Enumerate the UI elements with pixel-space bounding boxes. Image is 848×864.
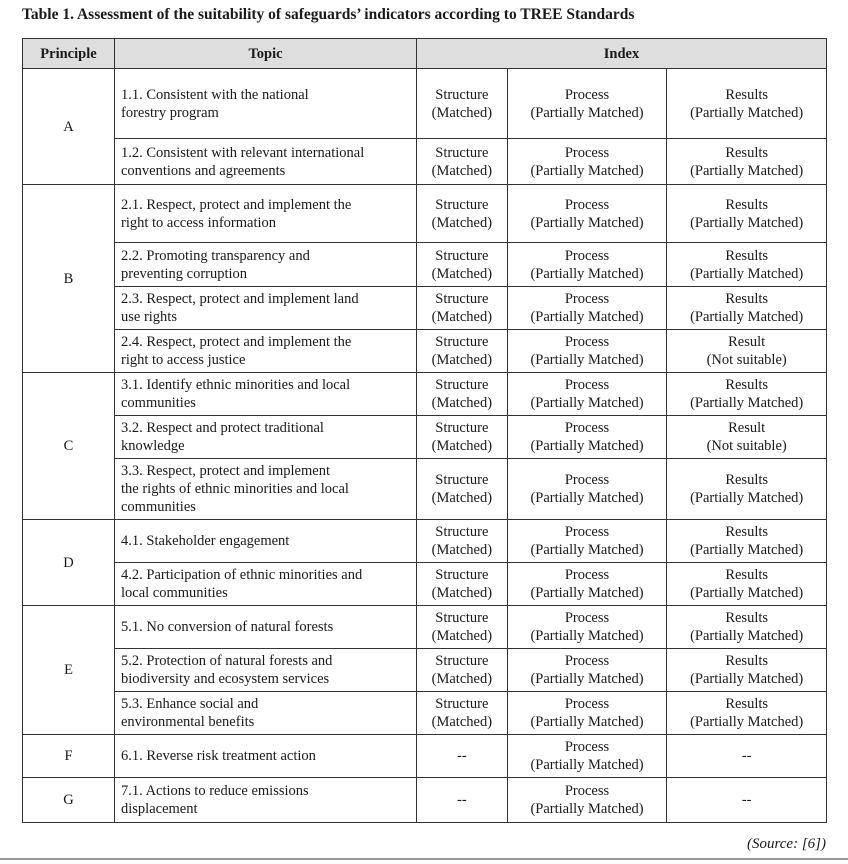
structure-line: (Matched)	[431, 490, 493, 506]
structure-line: Structure	[435, 144, 489, 161]
topic-line: 4.1. Stakeholder engagement	[121, 533, 290, 549]
topic-line: 4.2. Participation of ethnic minorities and	[121, 567, 363, 583]
topic-cell	[115, 649, 417, 692]
structure-line: (Matched)	[431, 104, 493, 121]
results-line: (Partially Matched)	[690, 214, 804, 231]
process-index-cell	[507, 243, 667, 287]
process-line: (Partially Matched)	[530, 438, 644, 454]
results-index-cell	[667, 416, 827, 459]
results-line: (Partially Matched)	[690, 395, 804, 411]
topic-line: biodiversity and ecosystem services	[121, 671, 330, 687]
process-line: (Partially Matched)	[530, 214, 644, 231]
table-row	[23, 735, 827, 778]
results-index-cell	[667, 692, 827, 735]
process-index-cell	[507, 287, 667, 330]
process-line: Process	[564, 291, 610, 307]
principle-cell: A	[23, 69, 115, 185]
structure-line: (Matched)	[431, 671, 493, 687]
process-index-cell	[507, 330, 667, 373]
structure-index-cell	[417, 606, 508, 649]
topic-cell	[115, 243, 417, 287]
results-line: (Partially Matched)	[690, 490, 804, 506]
results-index-cell	[667, 330, 827, 373]
header-row	[23, 39, 827, 69]
process-line: Process	[564, 472, 610, 488]
results-index-cell	[667, 139, 827, 185]
results-line: (Not suitable)	[706, 438, 787, 454]
principle-cell: B	[23, 185, 115, 373]
structure-index-cell	[417, 330, 508, 373]
topic-line: 7.1. Actions to reduce emissions	[121, 783, 309, 799]
process-line: (Partially Matched)	[530, 104, 644, 121]
topic-cell	[115, 139, 417, 185]
results-line: Results	[725, 144, 769, 161]
topic-line: 1.1. Consistent with the national	[121, 86, 309, 103]
process-line: Process	[564, 783, 610, 799]
results-line: Results	[725, 86, 769, 103]
structure-line: (Matched)	[431, 162, 493, 179]
structure-line: (Matched)	[431, 438, 493, 454]
process-line: (Partially Matched)	[530, 542, 644, 558]
topic-line: right to access justice	[121, 352, 246, 368]
topic-line: communities	[121, 499, 196, 515]
results-line: Results	[725, 291, 769, 307]
results-index-cell	[667, 459, 827, 520]
table-row	[23, 416, 827, 459]
topic-cell	[115, 330, 417, 373]
process-line: (Partially Matched)	[530, 309, 644, 325]
topic-line: 1.2. Consistent with relevant international	[121, 144, 365, 161]
results-line: Results	[725, 247, 769, 264]
results-index-cell	[667, 243, 827, 287]
structure-line: Structure	[435, 420, 489, 436]
structure-line: Structure	[435, 291, 489, 307]
process-line: Process	[564, 653, 610, 669]
header-index: Index	[417, 39, 827, 69]
results-index-cell	[667, 69, 827, 139]
results-index-cell	[667, 606, 827, 649]
process-line: Process	[564, 420, 610, 436]
structure-line: Structure	[435, 334, 489, 350]
process-line: Process	[564, 247, 610, 264]
process-line: (Partially Matched)	[530, 757, 644, 773]
process-line: Process	[564, 196, 610, 213]
topic-line: 2.1. Respect, protect and implement the	[121, 196, 352, 213]
topic-line: forestry program	[121, 104, 219, 121]
results-line: Results	[725, 567, 769, 583]
header-principle: Principle	[23, 39, 115, 69]
topic-line: preventing corruption	[121, 265, 248, 282]
process-line: (Partially Matched)	[530, 628, 644, 644]
topic-cell	[115, 563, 417, 606]
table-row	[23, 243, 827, 287]
structure-index-cell	[417, 243, 508, 287]
table-row	[23, 459, 827, 520]
results-line: Results	[725, 524, 769, 540]
structure-line: Structure	[435, 196, 489, 213]
results-line: (Partially Matched)	[690, 265, 804, 282]
results-line: Result	[728, 334, 766, 350]
structure-index-cell	[417, 735, 508, 778]
structure-line: Structure	[435, 524, 489, 540]
principle-cell: D	[23, 520, 115, 606]
structure-line: (Matched)	[431, 265, 493, 282]
process-line: (Partially Matched)	[530, 490, 644, 506]
structure-index-cell	[417, 287, 508, 330]
process-line: (Partially Matched)	[530, 162, 644, 179]
process-index-cell	[507, 606, 667, 649]
table-row	[23, 778, 827, 823]
process-line: (Partially Matched)	[530, 352, 644, 368]
topic-cell	[115, 606, 417, 649]
table-row	[23, 287, 827, 330]
structure-line: (Matched)	[431, 395, 493, 411]
process-index-cell	[507, 649, 667, 692]
structure-index-cell	[417, 69, 508, 139]
results-line: Results	[725, 610, 769, 626]
structure-index-cell	[417, 520, 508, 563]
process-index-cell	[507, 139, 667, 185]
process-line: (Partially Matched)	[530, 395, 644, 411]
results-line: Results	[725, 653, 769, 669]
process-line: (Partially Matched)	[530, 714, 644, 730]
topic-cell	[115, 778, 417, 823]
table-caption: Table 1. Assessment of the suitability of safeguards’ indicators according to TREE Standards	[22, 6, 635, 23]
results-index-cell	[667, 287, 827, 330]
process-line: Process	[564, 144, 610, 161]
structure-line: (Matched)	[431, 585, 493, 601]
topic-line: 6.1. Reverse risk treatment action	[121, 748, 316, 764]
process-line: Process	[564, 377, 610, 393]
structure-line: (Matched)	[431, 214, 493, 231]
results-index-cell	[667, 735, 827, 778]
table-row	[23, 649, 827, 692]
topic-line: 3.3. Respect, protect and implement	[121, 463, 330, 479]
structure-line: Structure	[435, 247, 489, 264]
principle-cell: G	[23, 778, 115, 823]
table-row	[23, 606, 827, 649]
structure-line: --	[457, 792, 467, 808]
structure-line: (Matched)	[431, 309, 493, 325]
principle-cell: C	[23, 373, 115, 520]
topic-cell	[115, 287, 417, 330]
results-index-cell	[667, 649, 827, 692]
results-line: Results	[725, 472, 769, 488]
process-index-cell	[507, 459, 667, 520]
topic-cell	[115, 459, 417, 520]
structure-index-cell	[417, 563, 508, 606]
results-line: Results	[725, 377, 769, 393]
structure-index-cell	[417, 649, 508, 692]
topic-cell	[115, 735, 417, 778]
structure-index-cell	[417, 416, 508, 459]
results-index-cell	[667, 185, 827, 243]
structure-line: Structure	[435, 696, 489, 712]
process-index-cell	[507, 735, 667, 778]
process-line: Process	[564, 86, 610, 103]
process-line: Process	[564, 567, 610, 583]
topic-line: 3.2. Respect and protect traditional	[121, 420, 324, 436]
results-line: --	[741, 748, 752, 764]
process-index-cell	[507, 692, 667, 735]
structure-line: (Matched)	[431, 542, 493, 558]
topic-line: use rights	[121, 309, 177, 325]
table-row	[23, 185, 827, 243]
table-row	[23, 373, 827, 416]
table-row	[23, 69, 827, 139]
header-topic: Topic	[115, 39, 417, 69]
results-line: --	[741, 792, 752, 808]
results-line: Results	[725, 196, 769, 213]
process-line: Process	[564, 334, 610, 350]
structure-index-cell	[417, 185, 508, 243]
process-line: (Partially Matched)	[530, 265, 644, 282]
process-index-cell	[507, 563, 667, 606]
structure-line: Structure	[435, 86, 489, 103]
structure-index-cell	[417, 373, 508, 416]
process-line: Process	[564, 524, 610, 540]
topic-line: 2.2. Promoting transparency and	[121, 247, 310, 264]
process-line: (Partially Matched)	[530, 801, 644, 817]
results-line: Result	[728, 420, 766, 436]
results-index-cell	[667, 563, 827, 606]
process-index-cell	[507, 520, 667, 563]
principle-cell: E	[23, 606, 115, 735]
topic-line: communities	[121, 395, 196, 411]
results-line: Results	[725, 696, 769, 712]
process-index-cell	[507, 778, 667, 823]
structure-index-cell	[417, 459, 508, 520]
process-line: (Partially Matched)	[530, 671, 644, 687]
topic-line: displacement	[121, 801, 198, 817]
topic-line: 3.1. Identify ethnic minorities and local	[121, 377, 351, 393]
table-row	[23, 330, 827, 373]
structure-line: Structure	[435, 377, 489, 393]
topic-line: 2.3. Respect, protect and implement land	[121, 291, 359, 307]
topic-cell	[115, 69, 417, 139]
structure-line: Structure	[435, 567, 489, 583]
structure-index-cell	[417, 139, 508, 185]
topic-cell	[115, 520, 417, 563]
results-line: (Partially Matched)	[690, 162, 804, 179]
topic-line: 2.4. Respect, protect and implement the	[121, 334, 352, 350]
results-index-cell	[667, 520, 827, 563]
structure-index-cell	[417, 692, 508, 735]
process-index-cell	[507, 185, 667, 243]
process-line: Process	[564, 696, 610, 712]
process-index-cell	[507, 373, 667, 416]
safeguards-table	[22, 38, 827, 823]
topic-line: environmental benefits	[121, 714, 255, 730]
source-note: (Source: [6])	[746, 836, 826, 852]
topic-line: right to access information	[121, 214, 277, 231]
bottom-rule	[0, 858, 848, 860]
structure-line: Structure	[435, 610, 489, 626]
topic-cell	[115, 373, 417, 416]
structure-line: Structure	[435, 653, 489, 669]
results-line: (Not suitable)	[706, 352, 787, 368]
process-line: Process	[564, 739, 610, 755]
results-line: (Partially Matched)	[690, 542, 804, 558]
table-row	[23, 520, 827, 563]
results-line: (Partially Matched)	[690, 585, 804, 601]
results-line: (Partially Matched)	[690, 309, 804, 325]
results-line: (Partially Matched)	[690, 671, 804, 687]
results-index-cell	[667, 778, 827, 823]
results-line: (Partially Matched)	[690, 104, 804, 121]
topic-cell	[115, 416, 417, 459]
structure-index-cell	[417, 778, 508, 823]
topic-line: the rights of ethnic minorities and local	[121, 481, 349, 497]
results-index-cell	[667, 373, 827, 416]
process-line: (Partially Matched)	[530, 585, 644, 601]
process-line: Process	[564, 610, 610, 626]
topic-cell	[115, 185, 417, 243]
results-line: (Partially Matched)	[690, 628, 804, 644]
topic-line: conventions and agreements	[121, 162, 286, 179]
structure-line: Structure	[435, 472, 489, 488]
table-row	[23, 692, 827, 735]
topic-line: 5.2. Protection of natural forests and	[121, 653, 333, 669]
topic-line: 5.3. Enhance social and	[121, 696, 259, 712]
topic-line: 5.1. No conversion of natural forests	[121, 619, 334, 635]
table-row	[23, 563, 827, 606]
topic-line: knowledge	[121, 438, 185, 454]
results-line: (Partially Matched)	[690, 714, 804, 730]
structure-line: (Matched)	[431, 628, 493, 644]
table-body	[23, 69, 827, 823]
process-index-cell	[507, 416, 667, 459]
process-index-cell	[507, 69, 667, 139]
structure-line: (Matched)	[431, 714, 493, 730]
structure-line: (Matched)	[431, 352, 493, 368]
principle-cell: F	[23, 735, 115, 778]
topic-line: local communities	[121, 585, 228, 601]
structure-line: --	[457, 748, 467, 764]
topic-cell	[115, 692, 417, 735]
table-row	[23, 139, 827, 185]
